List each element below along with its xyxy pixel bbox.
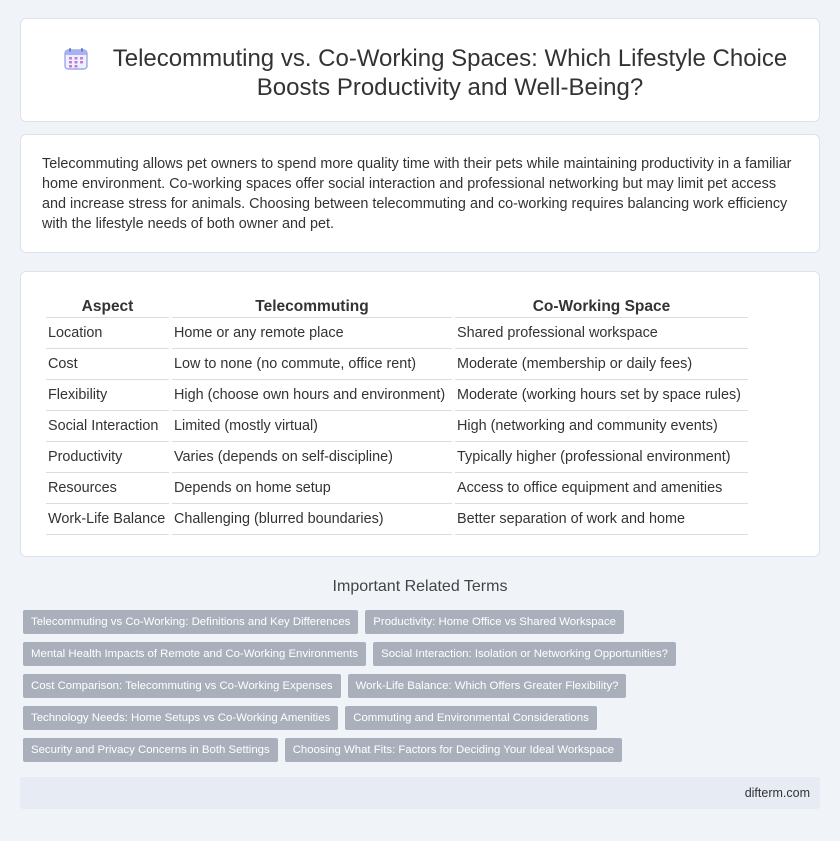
table-cell: Depends on home setup: [172, 473, 452, 504]
related-term-tag[interactable]: Technology Needs: Home Setups vs Co-Working Amenities: [23, 706, 338, 730]
column-header-aspect: Aspect: [46, 296, 169, 318]
table-cell: Productivity: [46, 442, 169, 473]
table-row: [46, 318, 748, 349]
intro-card: [20, 134, 820, 253]
table-header-row: [46, 296, 748, 318]
table-cell: Flexibility: [46, 380, 169, 411]
table-cell: Moderate (membership or daily fees): [455, 349, 748, 380]
table-cell: Home or any remote place: [172, 318, 452, 349]
table-cell: Location: [46, 318, 169, 349]
table-cell: Access to office equipment and amenities: [455, 473, 748, 504]
table-cell: Better separation of work and home: [455, 504, 748, 535]
comparison-card: [20, 271, 820, 557]
footer: [20, 777, 820, 809]
table-cell: Cost: [46, 349, 169, 380]
footer-site-link[interactable]: difterm.com: [744, 786, 810, 800]
table-cell: Moderate (working hours set by space rules): [455, 380, 748, 411]
related-tag-row: [23, 642, 676, 666]
related-tag-row: [23, 610, 624, 634]
related-term-tag[interactable]: Work-Life Balance: Which Offers Greater Flexibility?: [348, 674, 627, 698]
related-tag-row: [23, 706, 597, 730]
title-card: [20, 18, 820, 122]
related-term-tag[interactable]: Telecommuting vs Co-Working: Definitions and Key Differences: [23, 610, 358, 634]
table-cell: Low to none (no commute, office rent): [172, 349, 452, 380]
table-row: [46, 380, 748, 411]
table-cell: Varies (depends on self-discipline): [172, 442, 452, 473]
related-term-tag[interactable]: Commuting and Environmental Considerations: [345, 706, 597, 730]
table-row: [46, 504, 748, 535]
table-cell: Typically higher (professional environment): [455, 442, 748, 473]
related-term-tag[interactable]: Security and Privacy Concerns in Both Settings: [23, 738, 278, 762]
table-cell: Social Interaction: [46, 411, 169, 442]
table-cell: High (networking and community events): [455, 411, 748, 442]
related-term-tag[interactable]: Productivity: Home Office vs Shared Workspace: [365, 610, 624, 634]
related-term-tag[interactable]: Choosing What Fits: Factors for Deciding Your Ideal Workspace: [285, 738, 622, 762]
calendar-icon: [64, 48, 88, 70]
related-term-tag[interactable]: Social Interaction: Isolation or Networking Opportunities?: [373, 642, 676, 666]
table-cell: Limited (mostly virtual): [172, 411, 452, 442]
table-cell: Challenging (blurred boundaries): [172, 504, 452, 535]
table-row: [46, 473, 748, 504]
column-header-coworking: Co-Working Space: [455, 296, 748, 318]
related-terms-heading: Important Related Terms: [332, 578, 508, 595]
related-tag-row: [23, 738, 622, 762]
table-cell: Resources: [46, 473, 169, 504]
column-header-telecommuting: Telecommuting: [172, 296, 452, 318]
intro-paragraph: Telecommuting allows pet owners to spend more quality time with their pets while maintaining productivity in a familiar home environment. Co-working spaces offer social interaction and professional networking but may limit pet access and increase stress for animals. Choosing between telecommuting and co-working requires balancing work efficiency with the lifestyle needs of both owner and pet.: [42, 156, 792, 232]
related-term-tag[interactable]: Cost Comparison: Telecommuting vs Co-Working Expenses: [23, 674, 341, 698]
table-row: [46, 442, 748, 473]
page-title: Telecommuting vs. Co-Working Spaces: Which Lifestyle Choice Boosts Productivity and Well-Being?: [112, 45, 788, 101]
table-row: [46, 349, 748, 380]
comparison-table: [43, 296, 751, 535]
table-cell: High (choose own hours and environment): [172, 380, 452, 411]
related-term-tag[interactable]: Mental Health Impacts of Remote and Co-Working Environments: [23, 642, 366, 666]
related-tag-row: [23, 674, 626, 698]
table-row: [46, 411, 748, 442]
table-cell: Work-Life Balance: [46, 504, 169, 535]
table-cell: Shared professional workspace: [455, 318, 748, 349]
